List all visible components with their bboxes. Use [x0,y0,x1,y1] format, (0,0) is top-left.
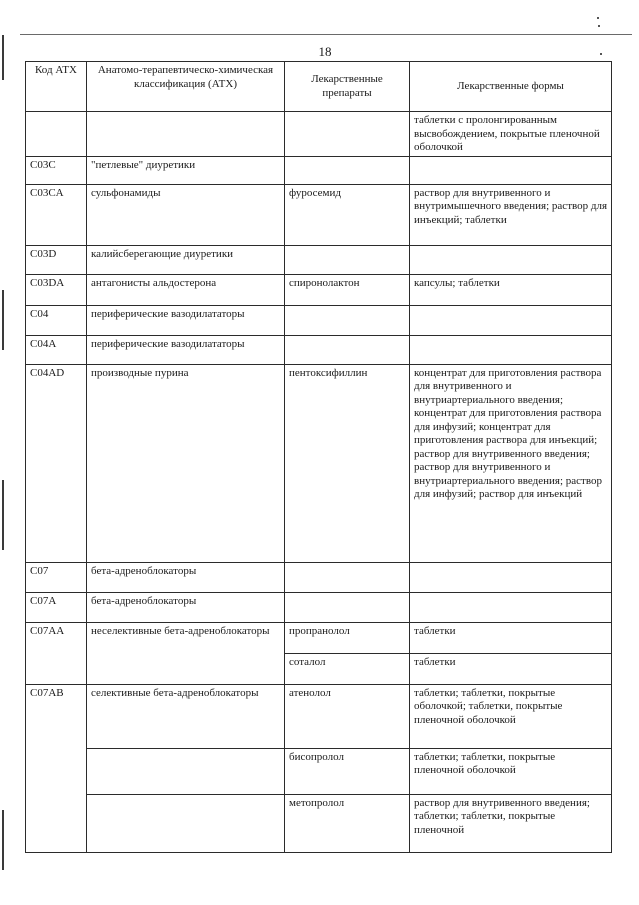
classification-cell [87,748,285,794]
code-cell: C04AD [26,364,87,562]
drug-cell [285,245,410,274]
atc-drug-table [25,61,612,853]
code-cell: C03C [26,156,87,184]
forms-cell [410,305,612,335]
forms-cell: таблетки; таблетки, покрытые пленочной оболочкой [410,748,612,794]
table-header-row [26,62,612,112]
forms-cell: таблетки; таблетки, покрытые оболочкой; таблетки, покрытые пленочной оболочкой [410,684,612,748]
drug-cell: пропранолол [285,622,410,653]
code-cell: C07AA [26,622,87,684]
header-forms: Лекарственные формы [410,62,612,112]
forms-cell: таблетки с пролонгированным высвобождением, покрытые пленочной оболочкой [410,112,612,157]
table-row [26,622,612,653]
table-row [26,592,612,622]
forms-cell: таблетки [410,653,612,684]
drug-cell: спиронолактон [285,274,410,305]
scan-speck [597,17,599,19]
forms-cell: раствор для внутривенного и внутримышечного введения; раствор для инъекций; таблетки [410,184,612,245]
forms-cell [410,562,612,592]
classification-cell: неселективные бета-адреноблокаторы [87,622,285,684]
code-cell: C03CA [26,184,87,245]
classification-cell: бета-адреноблокаторы [87,592,285,622]
page-number: 18 [318,44,332,59]
classification-cell: селективные бета-адреноблокаторы [87,684,285,748]
forms-cell: раствор для внутривенного введения; таблетки; таблетки, покрытые пленочной [410,794,612,852]
drug-cell [285,112,410,157]
table-row [26,562,612,592]
drug-cell: атенолол [285,684,410,748]
code-cell [26,112,87,157]
classification-cell: бета-адреноблокаторы [87,562,285,592]
table-row [26,364,612,562]
scan-edge-mark [2,810,4,870]
table-row [26,748,612,794]
drug-cell [285,592,410,622]
drug-cell: метопролол [285,794,410,852]
forms-cell [410,335,612,364]
drug-cell [285,335,410,364]
code-cell: C03D [26,245,87,274]
header-classification: Анатомо-терапевтическо-химическая классификация (АТХ) [87,62,285,112]
forms-cell: таблетки [410,622,612,653]
classification-cell: калийсберегающие диуретики [87,245,285,274]
classification-cell [87,112,285,157]
table-row [26,184,612,245]
forms-cell [410,245,612,274]
table-row [26,156,612,184]
forms-cell: капсулы; таблетки [410,274,612,305]
drug-cell [285,562,410,592]
classification-cell: периферические вазодилататоры [87,335,285,364]
classification-cell: производные пурина [87,364,285,562]
scan-edge-mark [2,290,4,350]
scan-edge-mark [2,35,4,80]
table-row [26,684,612,748]
code-cell: C07 [26,562,87,592]
table-row [26,335,612,364]
classification-cell: "петлевые" диуретики [87,156,285,184]
classification-cell: периферические вазодилататоры [87,305,285,335]
table-row [26,794,612,852]
classification-cell: сульфонамиды [87,184,285,245]
top-rule [20,34,632,35]
drug-cell [285,156,410,184]
code-cell: C04 [26,305,87,335]
table-row [26,305,612,335]
classification-cell: антагонисты альдостерона [87,274,285,305]
forms-cell [410,592,612,622]
drug-cell: фуросемид [285,184,410,245]
drug-cell [285,305,410,335]
header-code: Код АТХ [26,62,87,112]
scan-edge-mark [2,480,4,550]
scan-speck [600,53,602,55]
code-cell: C03DA [26,274,87,305]
table-row [26,245,612,274]
table-row [26,274,612,305]
forms-cell: концентрат для приготовления раствора для внутривенного и внутриартериального введения; концентрат для приготовления раствора для инфузий; концентрат для приготовления раствора для инъекций; раствор для внутривенного введения; раствор для внутривенного и внутриартериального введения; раствор для инфузий; раствор для инъекций [410,364,612,562]
forms-cell [410,156,612,184]
header-drugs: Лекарственные препараты [285,62,410,112]
drug-cell: бисопролол [285,748,410,794]
drug-cell: соталол [285,653,410,684]
drug-cell: пентоксифиллин [285,364,410,562]
classification-cell [87,794,285,852]
code-cell: C07AB [26,684,87,852]
code-cell: C04A [26,335,87,364]
table-row [26,112,612,157]
scan-speck [598,25,600,27]
code-cell: C07A [26,592,87,622]
